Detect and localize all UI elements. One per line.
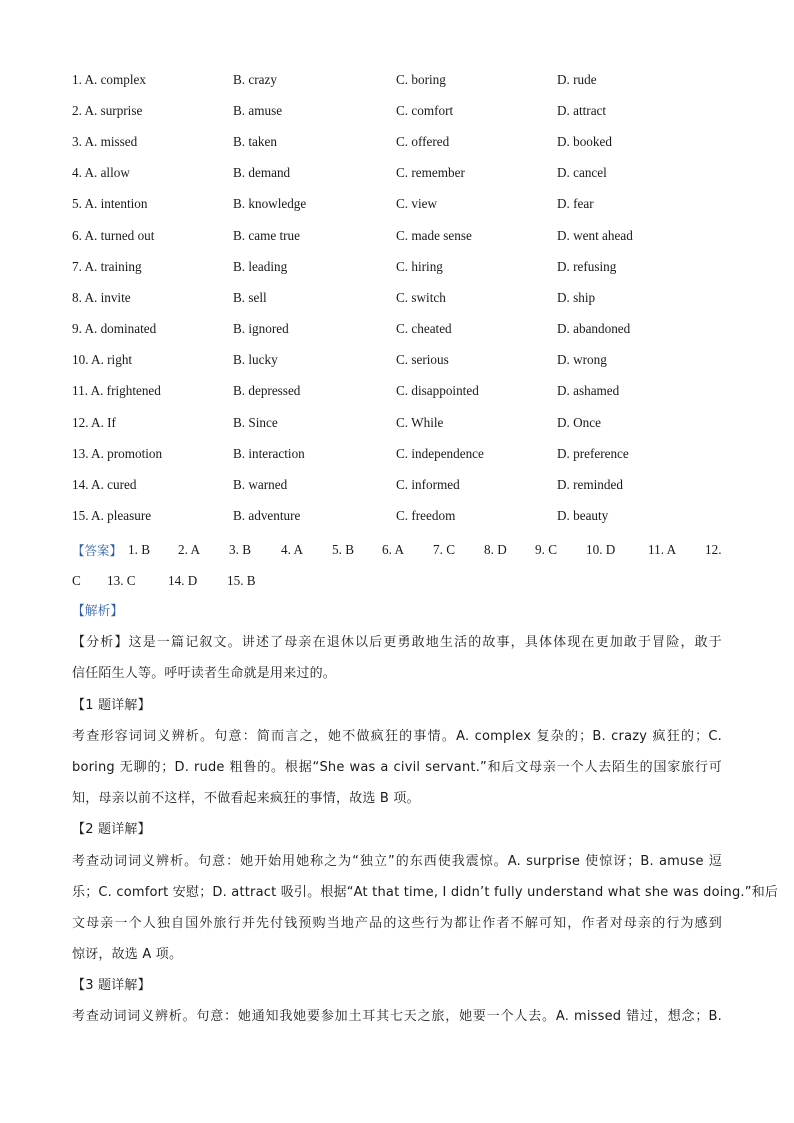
option-c: C. serious	[396, 352, 449, 368]
option-d: D. wrong	[557, 352, 607, 368]
option-c: C. offered	[396, 133, 450, 149]
q2-line-1: 考查动词词义辨析。句意：她开始用她称之为“独立”的东西使我震惊。A. surprise 使惊讶；B. amuse 逗	[72, 853, 722, 869]
answer-item: 7. C	[433, 541, 455, 557]
option-b: B. ignored	[233, 321, 289, 337]
option-c: C. cheated	[396, 321, 452, 337]
option-b: B. sell	[233, 289, 267, 305]
option-a: 10. A. right	[72, 352, 133, 368]
option-d: D. ship	[557, 289, 596, 305]
option-b: B. demand	[233, 165, 291, 181]
option-c: C. boring	[396, 71, 446, 87]
q1-line-2: boring 无聊的；D. rude 粗鲁的。根据“She was a civil servant.”和后文母亲一个人去陌生的国家旅行可	[72, 759, 722, 775]
q1-line-1: 考查形容词词义辨析。句意：简而言之，她不做疯狂的事情。A. complex 复杂的；B. crazy 疯狂的；C.	[72, 728, 722, 744]
answer-item: 15. B	[227, 572, 256, 588]
option-b: B. adventure	[233, 508, 301, 524]
option-c: C. independence	[396, 445, 484, 461]
q2-heading: 【2 题详解】	[72, 822, 151, 838]
answer-item: 12.	[705, 541, 722, 557]
q3-heading: 【3 题详解】	[72, 978, 151, 994]
option-a: 3. A. missed	[72, 133, 138, 149]
option-row	[72, 438, 752, 469]
option-row	[72, 376, 752, 407]
option-d: D. attract	[557, 102, 607, 118]
option-a: 7. A. training	[72, 258, 142, 274]
q2-line-3: 文母亲一个人独自国外旅行并先付钱预购当地产品的这些行为都让作者不解可知，作者对母亲的行为感到	[72, 915, 722, 931]
option-row	[72, 220, 752, 251]
option-b: B. depressed	[233, 383, 301, 399]
option-row	[72, 126, 752, 157]
option-a: 12. A. If	[72, 414, 116, 430]
option-c: C. remember	[396, 165, 465, 181]
option-c: C. comfort	[396, 102, 454, 118]
option-a: 14. A. cured	[72, 477, 137, 493]
summary-text-1: 这是一篇记叙文。讲述了母亲在退休以后更勇敢地生活的故事，具体体现在更加敢于冒险，敢于	[128, 635, 722, 651]
answer-item: 5. B	[332, 541, 354, 557]
answer-item: 13. C	[107, 572, 136, 588]
answer-item: 2. A	[178, 541, 200, 557]
option-a: 8. A. invite	[72, 289, 131, 305]
option-b: B. interaction	[233, 445, 305, 461]
option-c: C. While	[396, 414, 444, 430]
answer-item: 8. D	[484, 541, 507, 557]
answer-item: 10. D	[586, 541, 616, 557]
option-c: C. switch	[396, 289, 446, 305]
option-c: C. made sense	[396, 227, 472, 243]
option-row	[72, 251, 752, 282]
answer-section	[72, 534, 722, 596]
option-row	[72, 314, 752, 345]
answer-item: 14. D	[168, 572, 198, 588]
q3-line-1: 考查动词词义辨析。句意：她通知我她要参加土耳其七天之旅，她要一个人去。A. missed 错过，想念；B.	[72, 1009, 722, 1025]
option-d: D. booked	[557, 133, 612, 149]
option-c: C. freedom	[396, 508, 456, 524]
option-row	[72, 158, 752, 189]
option-d: D. rude	[557, 71, 597, 87]
answer-item: 9. C	[535, 541, 557, 557]
option-b: B. came true	[233, 227, 301, 243]
answer-row-1	[72, 534, 722, 565]
answer-label: 【答案】	[72, 542, 123, 558]
option-c: C. view	[396, 196, 438, 212]
answer-item: C	[72, 572, 81, 588]
q1-line-3: 知，母亲以前不这样，不做看起来疯狂的事情，故选 B 项。	[72, 791, 420, 807]
option-b: B. warned	[233, 477, 288, 493]
option-a: 5. A. intention	[72, 196, 148, 212]
option-d: D. fear	[557, 196, 594, 212]
option-d: D. preference	[557, 445, 629, 461]
option-row	[72, 95, 752, 126]
q2-line-2: 乐；C. comfort 安慰；D. attract 吸引。根据“At that time, I didn’t fully understand what she was doing.”和后	[72, 884, 779, 900]
option-a: 2. A. surprise	[72, 102, 143, 118]
option-row	[72, 469, 752, 500]
option-a: 1. A. complex	[72, 71, 146, 87]
summary-line-1	[72, 627, 722, 658]
option-d: D. refusing	[557, 258, 617, 274]
option-b: B. knowledge	[233, 196, 307, 212]
option-b: B. Since	[233, 414, 278, 430]
option-a: 4. A. allow	[72, 165, 130, 181]
answer-item: 3. B	[229, 541, 251, 557]
answer-item: 4. A	[281, 541, 303, 557]
answer-item: 6. A	[382, 541, 404, 557]
option-c: C. informed	[396, 477, 460, 493]
q2-line-4: 惊讶，故选 A 项。	[72, 947, 183, 963]
q1-heading: 【1 题详解】	[72, 697, 151, 713]
summary-line-2: 信任陌生人等。呼吁读者生命就是用来过的。	[72, 666, 337, 682]
option-d: D. Once	[557, 414, 601, 430]
option-d: D. abandoned	[557, 321, 631, 337]
summary-label: 【分析】	[72, 635, 129, 651]
option-a: 6. A. turned out	[72, 227, 155, 243]
option-row	[72, 64, 752, 95]
option-d: D. cancel	[557, 165, 607, 181]
option-d: D. went ahead	[557, 227, 633, 243]
options-table	[72, 64, 752, 532]
option-a: 13. A. promotion	[72, 445, 163, 461]
option-d: D. reminded	[557, 477, 623, 493]
option-row	[72, 407, 752, 438]
option-b: B. lucky	[233, 352, 278, 368]
option-a: 11. A. frightened	[72, 383, 161, 399]
analysis-heading: 【解析】	[72, 604, 124, 619]
option-c: C. hiring	[396, 258, 443, 274]
option-d: D. beauty	[557, 508, 609, 524]
option-row	[72, 345, 752, 376]
option-a: 15. A. pleasure	[72, 508, 152, 524]
option-b: B. amuse	[233, 102, 283, 118]
option-b: B. crazy	[233, 71, 277, 87]
option-b: B. taken	[233, 133, 277, 149]
option-row	[72, 189, 752, 220]
option-a: 9. A. dominated	[72, 321, 157, 337]
answer-item: 1. B	[128, 541, 150, 557]
option-b: B. leading	[233, 258, 288, 274]
answer-row-2	[72, 565, 722, 596]
option-row	[72, 501, 752, 532]
option-row	[72, 282, 752, 313]
analysis-section	[72, 596, 779, 1033]
option-d: D. ashamed	[557, 383, 620, 399]
option-c: C. disappointed	[396, 383, 479, 399]
answer-item: 11. A	[648, 541, 677, 557]
